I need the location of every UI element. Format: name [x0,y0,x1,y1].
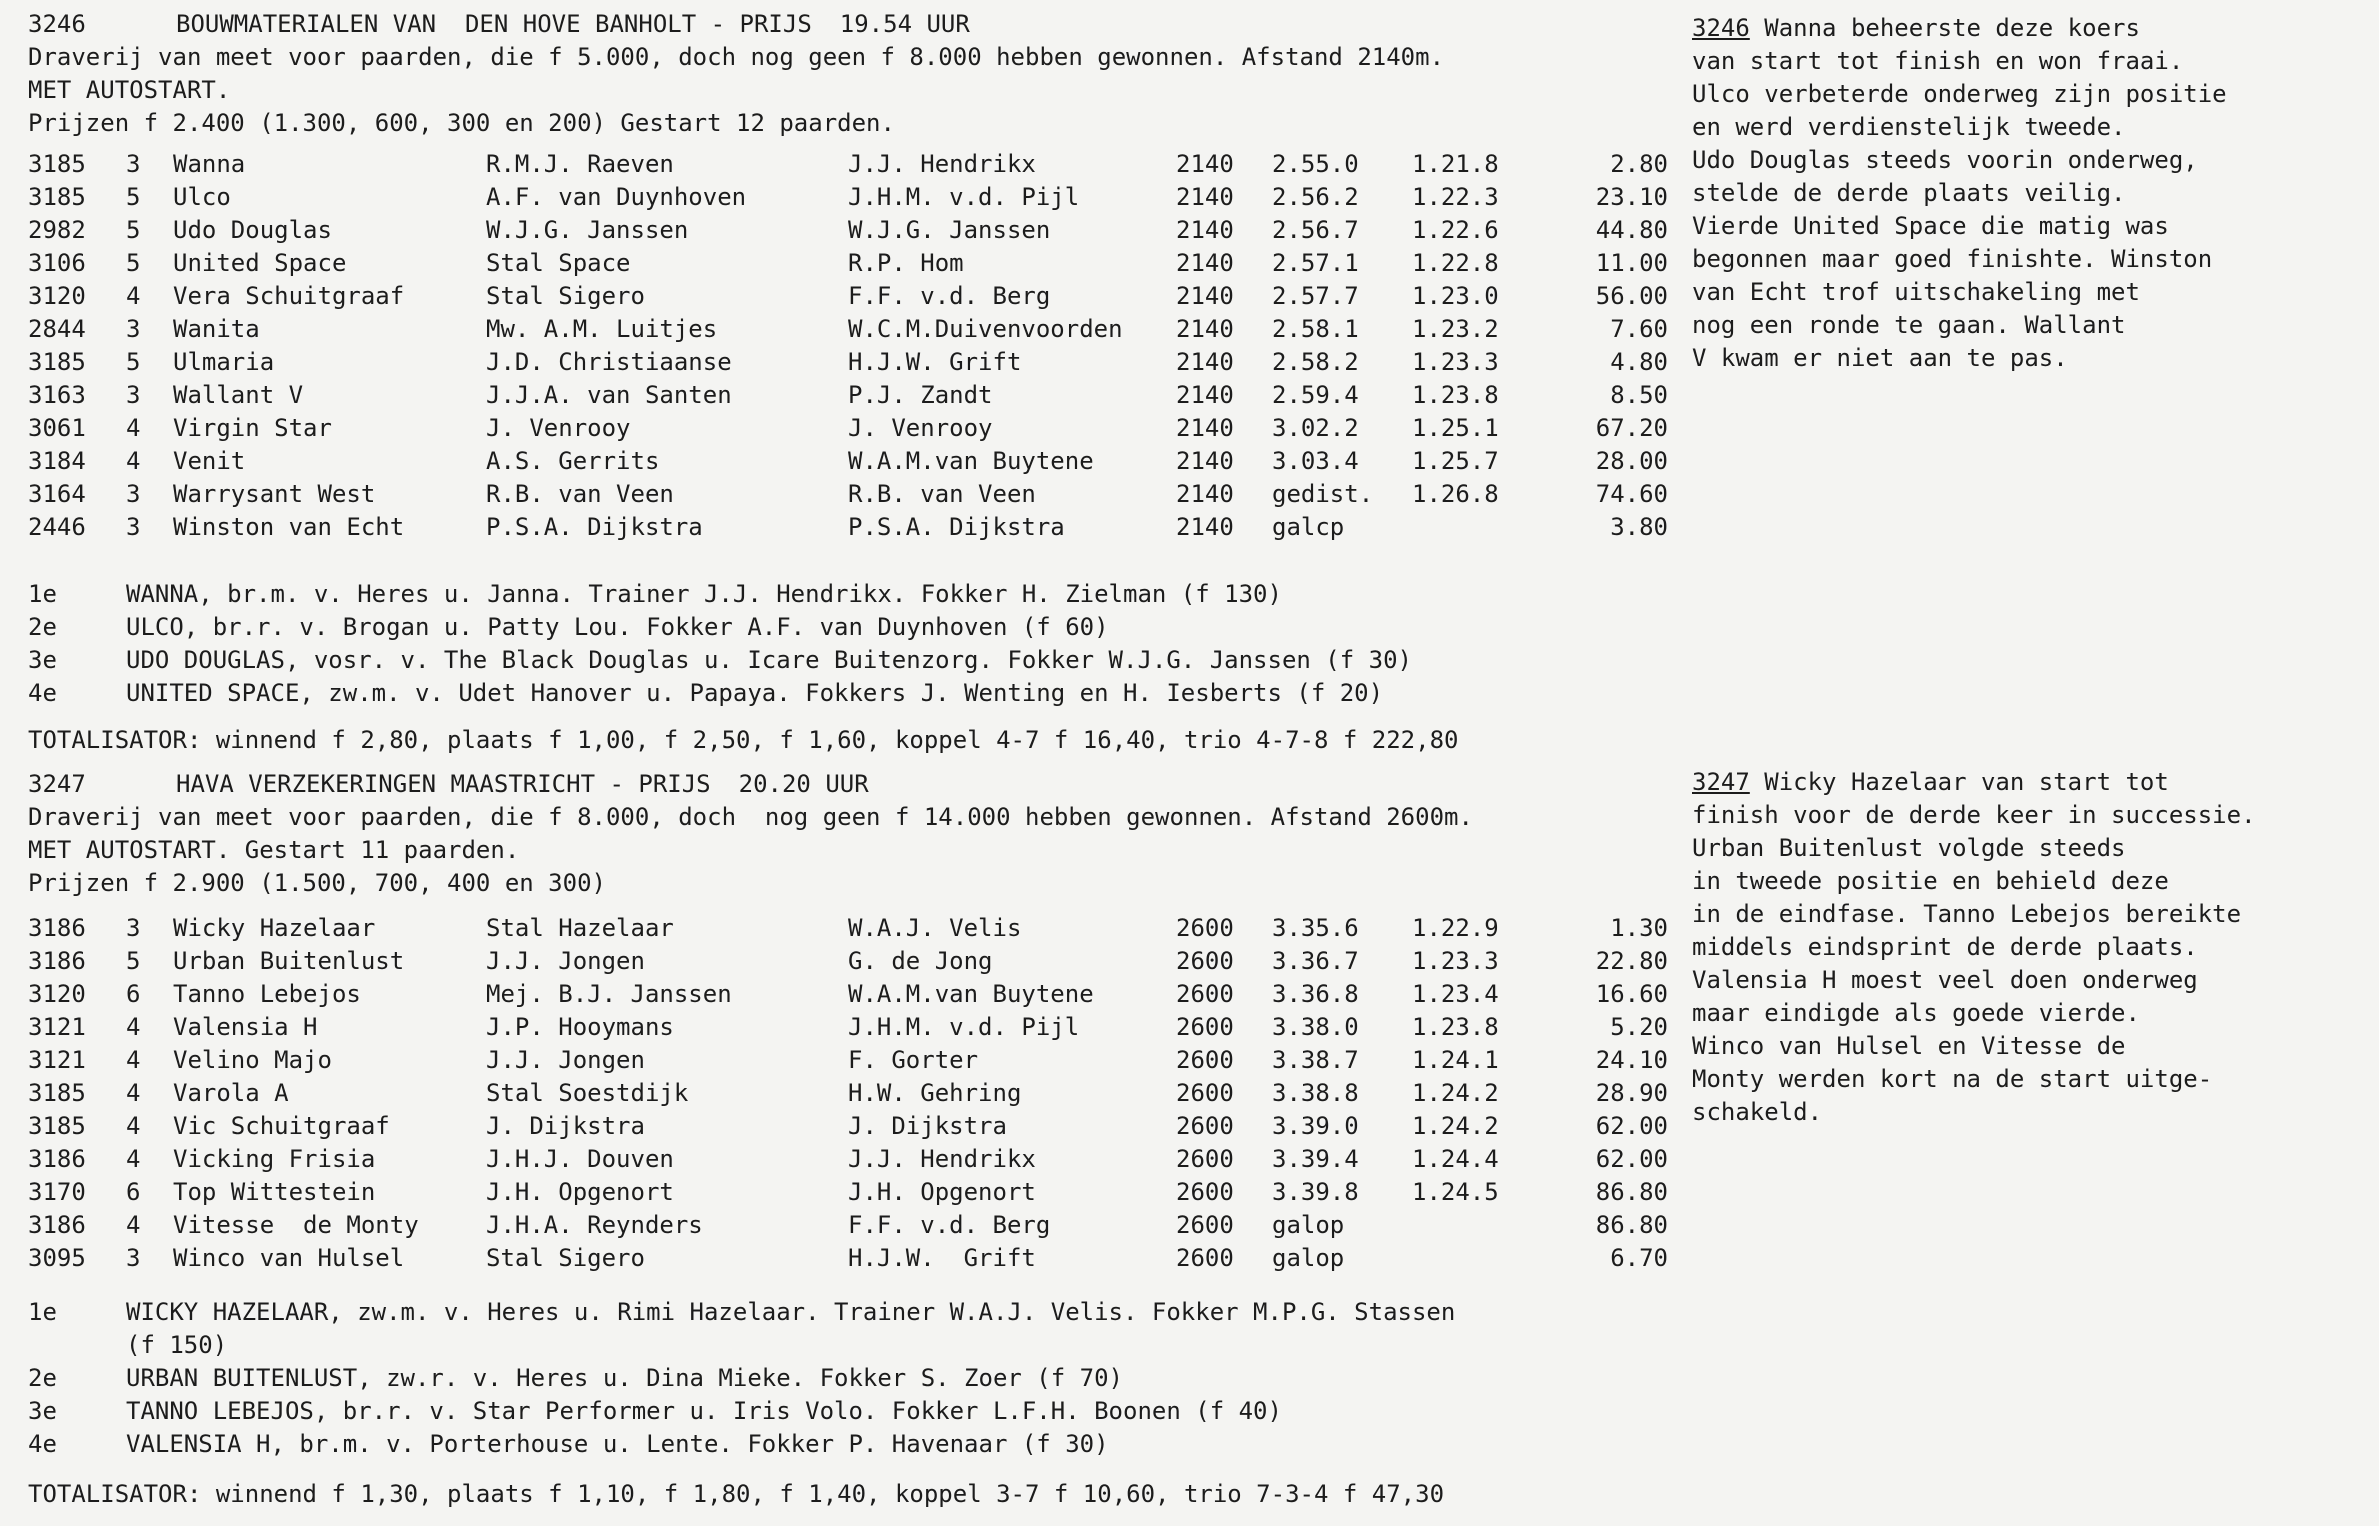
entry-distance: 2600 [1176,914,1234,942]
entry-odds: 23.10 [1595,183,1668,211]
entry-distance: 2600 [1176,1211,1234,1239]
entry-distance: 2140 [1176,216,1234,244]
entry-time: galcp [1272,513,1345,541]
entry-odds: 74.60 [1595,480,1668,508]
placing-text: VALENSIA H, br.m. v. Porterhouse u. Lente. Fokker P. Havenaar (f 30) [126,1430,1109,1458]
entry-owner: J.H.J. Douven [486,1145,674,1173]
placing-text: URBAN BUITENLUST, zw.r. v. Heres u. Dina Mieke. Fokker S. Zoer (f 70) [126,1364,1123,1392]
entry-driver: W.J.G. Janssen [848,216,1051,244]
commentary-line: Monty werden kort na de start uitge- [1692,1065,2213,1093]
entry-time: 2.55.0 [1272,150,1359,178]
entry-owner: Stal Hazelaar [486,914,674,942]
entry-odds: 7.60 [1610,315,1668,343]
entry-time: 2.57.7 [1272,282,1359,310]
entry-km-time: 1.24.4 [1412,1145,1499,1173]
entry-time: galop [1272,1211,1345,1239]
commentary-line: van Echt trof uitschakeling met [1692,278,2140,306]
entry-odds: 5.20 [1610,1013,1668,1041]
entry-horse-name: Wallant V [173,381,304,409]
placing-position: 2e [28,613,57,641]
race-header-3246 [28,8,1444,140]
commentary-line: maar eindigde als goede vierde. [1692,999,2140,1027]
entry-horse-name: Vicking Frisia [173,1145,376,1173]
entry-age: 4 [126,282,141,310]
entry-odds: 3.80 [1610,513,1668,541]
entry-owner: A.F. van Duynhoven [486,183,747,211]
entry-horse-name: Udo Douglas [173,216,332,244]
entry-age: 3 [126,381,141,409]
commentary-line: Wanna beheerste deze koers [1749,14,2140,42]
entry-age: 4 [126,1046,141,1074]
entry-owner: J. Venrooy [486,414,631,442]
entry-horse-name: United Space [173,249,347,277]
entry-time: 3.38.8 [1272,1079,1359,1107]
entry-ref: 2982 [28,216,86,244]
entry-age: 6 [126,1178,141,1206]
entry-age: 3 [126,150,141,178]
entry-ref: 2844 [28,315,86,343]
entry-owner: J.J.A. van Santen [486,381,732,409]
entry-driver: W.A.M.van Buytene [848,980,1094,1008]
entry-odds: 1.30 [1610,914,1668,942]
entry-owner: J.D. Christiaanse [486,348,732,376]
entry-km-time: 1.23.2 [1412,315,1499,343]
entry-odds: 28.00 [1595,447,1668,475]
commentary-line: schakeld. [1692,1098,1823,1126]
commentary-ref: 3246 [1692,14,1750,42]
entry-owner: R.B. van Veen [486,480,674,508]
placing-position: 3e [28,1397,57,1425]
entry-odds: 24.10 [1595,1046,1668,1074]
entry-odds: 86.80 [1595,1178,1668,1206]
entry-driver: P.S.A. Dijkstra [848,513,1065,541]
entry-horse-name: Winston van Echt [173,513,405,541]
entry-age: 5 [126,183,141,211]
race-header-3247 [28,768,1473,900]
entry-distance: 2600 [1176,947,1234,975]
entry-time: gedist. [1272,480,1374,508]
entry-ref: 3121 [28,1013,86,1041]
entry-horse-name: Ulmaria [173,348,275,376]
entry-km-time: 1.22.8 [1412,249,1499,277]
entry-owner: J.J. Jongen [486,1046,645,1074]
entry-ref: 3095 [28,1244,86,1272]
entry-ref: 3163 [28,381,86,409]
entry-owner: Mej. B.J. Janssen [486,980,732,1008]
entry-time: 3.39.8 [1272,1178,1359,1206]
race-prizes: Prijzen f 2.400 (1.300, 600, 300 en 200) Gestart 12 paarden. [28,109,895,137]
entry-driver: F. Gorter [848,1046,979,1074]
entry-driver: J. Dijkstra [848,1112,1007,1140]
commentary-line: Valensia H moest veel doen onderweg [1692,966,2198,994]
entry-time: 3.39.4 [1272,1145,1359,1173]
entry-distance: 2140 [1176,315,1234,343]
commentary-line: Vierde United Space die matig was [1692,212,2169,240]
entry-driver: R.B. van Veen [848,480,1036,508]
entry-distance: 2600 [1176,1112,1234,1140]
entry-age: 3 [126,513,141,541]
entry-driver: W.A.J. Velis [848,914,1022,942]
entry-owner: J.H. Opgenort [486,1178,674,1206]
entry-odds: 28.90 [1595,1079,1668,1107]
race-conditions: Draverij van meet voor paarden, die f 5.000, doch nog geen f 8.000 hebben gewonnen. Afstand 2140m. [28,43,1445,71]
entry-ref: 3164 [28,480,86,508]
entry-km-time: 1.23.8 [1412,381,1499,409]
entry-time: 2.58.1 [1272,315,1359,343]
commentary-line: in tweede positie en behield deze [1692,867,2169,895]
entry-odds: 62.00 [1595,1145,1668,1173]
entry-age: 3 [126,480,141,508]
entry-km-time: 1.24.2 [1412,1112,1499,1140]
commentary-line: V kwam er niet aan te pas. [1692,344,2068,372]
entry-age: 4 [126,1112,141,1140]
entry-ref: 3120 [28,282,86,310]
entry-driver: P.J. Zandt [848,381,993,409]
entry-time: 3.36.7 [1272,947,1359,975]
entry-ref: 2446 [28,513,86,541]
commentary-line: stelde de derde plaats veilig. [1692,179,2126,207]
entry-distance: 2600 [1176,980,1234,1008]
commentary-line: van start tot finish en won fraai. [1692,47,2184,75]
entry-owner: R.M.J. Raeven [486,150,674,178]
entry-driver: J. Venrooy [848,414,993,442]
commentary-line: Winco van Hulsel en Vitesse de [1692,1032,2126,1060]
entry-age: 4 [126,447,141,475]
entry-horse-name: Tanno Lebejos [173,980,361,1008]
commentary-line: en werd verdienstelijk tweede. [1692,113,2126,141]
entry-driver: J.J. Hendrikx [848,1145,1036,1173]
race-title: BOUWMATERIALEN VAN DEN HOVE BANHOLT - PRIJS [176,10,812,38]
entry-owner: Stal Sigero [486,1244,645,1272]
entry-odds: 4.80 [1610,348,1668,376]
entry-age: 4 [126,1079,141,1107]
entry-ref: 3185 [28,1112,86,1140]
entry-ref: 3120 [28,980,86,1008]
entry-ref: 3185 [28,348,86,376]
entry-distance: 2600 [1176,1013,1234,1041]
entry-ref: 3106 [28,249,86,277]
entry-distance: 2140 [1176,249,1234,277]
entry-horse-name: Venit [173,447,246,475]
entry-ref: 3186 [28,914,86,942]
entry-time: 3.38.7 [1272,1046,1359,1074]
placing-position: 1e [28,580,57,608]
placing-position: 2e [28,1364,57,1392]
placing-text: UDO DOUGLAS, vosr. v. The Black Douglas u. Icare Buitenzorg. Fokker W.J.G. Janssen (f 30) [126,646,1412,674]
entry-owner: Stal Soestdijk [486,1079,689,1107]
entry-odds: 11.00 [1595,249,1668,277]
entry-km-time: 1.24.1 [1412,1046,1499,1074]
commentary-line: nog een ronde te gaan. Wallant [1692,311,2126,339]
totalisator-3247: TOTALISATOR: winnend f 1,30, plaats f 1,10, f 1,80, f 1,40, koppel 3-7 f 10,60, trio 7-3-4 f 47,30 [28,1480,1445,1508]
entry-owner: J.J. Jongen [486,947,645,975]
entry-km-time: 1.25.7 [1412,447,1499,475]
placing-text: TANNO LEBEJOS, br.r. v. Star Performer u. Iris Volo. Fokker L.F.H. Boonen (f 40) [126,1397,1282,1425]
entry-owner: J.P. Hooymans [486,1013,674,1041]
entry-ref: 3184 [28,447,86,475]
entry-horse-name: Varola A [173,1079,289,1107]
entry-time: galop [1272,1244,1345,1272]
entry-ref: 3170 [28,1178,86,1206]
race-time: 20.20 UUR [738,770,869,798]
entry-horse-name: Vitesse de Monty [173,1211,419,1239]
entry-age: 3 [126,1244,141,1272]
placing-text: WICKY HAZELAAR, zw.m. v. Heres u. Rimi Hazelaar. Trainer W.A.J. Velis. Fokker M.P.G. Stassen [126,1298,1456,1326]
entry-odds: 8.50 [1610,381,1668,409]
commentary-line: Udo Douglas steeds voorin onderweg, [1692,146,2198,174]
entry-odds: 86.80 [1595,1211,1668,1239]
entry-driver: G. de Jong [848,947,993,975]
entry-age: 5 [126,249,141,277]
entry-horse-name: Valensia H [173,1013,318,1041]
entry-age: 4 [126,1013,141,1041]
totalisator-3246: TOTALISATOR: winnend f 2,80, plaats f 1,00, f 2,50, f 1,60, koppel 4-7 f 16,40, trio 4-7-8 f 222,80 [28,726,1459,754]
entry-odds: 2.80 [1610,150,1668,178]
entry-driver: J.J. Hendrikx [848,150,1036,178]
entry-horse-name: Winco van Hulsel [173,1244,405,1272]
entry-ref: 3121 [28,1046,86,1074]
entry-owner: J. Dijkstra [486,1112,645,1140]
placing-text: UNITED SPACE, zw.m. v. Udet Hanover u. Papaya. Fokkers J. Wenting en H. Iesberts (f 20) [126,679,1384,707]
entry-distance: 2140 [1176,183,1234,211]
entry-horse-name: Virgin Star [173,414,332,442]
entry-odds: 56.00 [1595,282,1668,310]
entry-driver: R.P. Hom [848,249,964,277]
commentary-line: middels eindsprint de derde plaats. [1692,933,2198,961]
entry-km-time: 1.23.3 [1412,947,1499,975]
placing-position: 3e [28,646,57,674]
entry-ref: 3185 [28,183,86,211]
commentary-line: begonnen maar goed finishte. Winston [1692,245,2213,273]
entry-km-time: 1.22.9 [1412,914,1499,942]
entry-distance: 2140 [1176,282,1234,310]
commentary-line: Urban Buitenlust volgde steeds [1692,834,2126,862]
entry-age: 5 [126,348,141,376]
race-start-type: MET AUTOSTART. [28,76,231,104]
entry-age: 6 [126,980,141,1008]
entry-horse-name: Wanita [173,315,260,343]
entry-owner: W.J.G. Janssen [486,216,689,244]
entry-driver: H.J.W. Grift [848,348,1022,376]
race-number: 3246 [28,10,86,38]
entry-time: 3.36.8 [1272,980,1359,1008]
entry-owner: J.H.A. Reynders [486,1211,703,1239]
entry-km-time: 1.22.6 [1412,216,1499,244]
entry-age: 3 [126,914,141,942]
entry-distance: 2140 [1176,381,1234,409]
entry-driver: F.F. v.d. Berg [848,282,1051,310]
entry-distance: 2600 [1176,1145,1234,1173]
entry-km-time: 1.23.8 [1412,1013,1499,1041]
entry-km-time: 1.22.3 [1412,183,1499,211]
entry-time: 3.35.6 [1272,914,1359,942]
placing-text: (f 150) [126,1331,228,1359]
race-number: 3247 [28,770,86,798]
placing-text: ULCO, br.r. v. Brogan u. Patty Lou. Fokker A.F. van Duynhoven (f 60) [126,613,1109,641]
entry-horse-name: Ulco [173,183,231,211]
entry-odds: 67.20 [1595,414,1668,442]
entry-odds: 16.60 [1595,980,1668,1008]
entry-distance: 2140 [1176,150,1234,178]
entry-ref: 3186 [28,947,86,975]
entry-age: 4 [126,1145,141,1173]
entry-distance: 2600 [1176,1079,1234,1107]
entry-horse-name: Warrysant West [173,480,376,508]
entry-owner: Mw. A.M. Luitjes [486,315,718,343]
entry-horse-name: Vic Schuitgraaf [173,1112,390,1140]
entry-odds: 6.70 [1610,1244,1668,1272]
entry-ref: 3185 [28,1079,86,1107]
entry-horse-name: Top Wittestein [173,1178,376,1206]
race-title: HAVA VERZEKERINGEN MAASTRICHT - PRIJS [176,770,711,798]
race-time: 19.54 UUR [839,10,970,38]
entry-ref: 3186 [28,1211,86,1239]
entry-driver: H.W. Gehring [848,1079,1022,1107]
entry-time: 2.58.2 [1272,348,1359,376]
entry-age: 4 [126,1211,141,1239]
race-prizes: Prijzen f 2.900 (1.500, 700, 400 en 300) [28,869,606,897]
entry-ref: 3186 [28,1145,86,1173]
entry-time: 2.57.1 [1272,249,1359,277]
entry-odds: 22.80 [1595,947,1668,975]
entry-driver: J.H.M. v.d. Pijl [848,183,1080,211]
entry-horse-name: Wicky Hazelaar [173,914,376,942]
entry-age: 5 [126,947,141,975]
entry-distance: 2600 [1176,1178,1234,1206]
placing-position: 1e [28,1298,57,1326]
entry-driver: F.F. v.d. Berg [848,1211,1051,1239]
entry-time: 2.56.7 [1272,216,1359,244]
entry-horse-name: Velino Majo [173,1046,332,1074]
entry-time: 3.02.2 [1272,414,1359,442]
entry-km-time: 1.24.5 [1412,1178,1499,1206]
entry-driver: H.J.W. Grift [848,1244,1036,1272]
entry-driver: W.A.M.van Buytene [848,447,1094,475]
entry-distance: 2600 [1176,1046,1234,1074]
commentary-line: Ulco verbeterde onderweg zijn positie [1692,80,2227,108]
entry-km-time: 1.23.3 [1412,348,1499,376]
entry-age: 5 [126,216,141,244]
entry-owner: Stal Sigero [486,282,645,310]
entry-km-time: 1.26.8 [1412,480,1499,508]
placing-position: 4e [28,1430,57,1458]
entry-time: 3.03.4 [1272,447,1359,475]
entry-km-time: 1.23.0 [1412,282,1499,310]
entry-km-time: 1.25.1 [1412,414,1499,442]
commentary-3246 [1692,12,2227,375]
entry-distance: 2140 [1176,348,1234,376]
race-start-type: MET AUTOSTART. Gestart 11 paarden. [28,836,520,864]
entry-owner: Stal Space [486,249,631,277]
placing-text: WANNA, br.m. v. Heres u. Janna. Trainer J.J. Hendrikx. Fokker H. Zielman (f 130) [126,580,1282,608]
entry-distance: 2140 [1176,480,1234,508]
entry-time: 3.38.0 [1272,1013,1359,1041]
entry-owner: A.S. Gerrits [486,447,660,475]
entry-distance: 2140 [1176,513,1234,541]
entry-owner: P.S.A. Dijkstra [486,513,703,541]
entry-horse-name: Urban Buitenlust [173,947,405,975]
entry-time: 2.56.2 [1272,183,1359,211]
entry-ref: 3061 [28,414,86,442]
race-conditions: Draverij van meet voor paarden, die f 8.000, doch nog geen f 14.000 hebben gewonnen. Afstand 2600m. [28,803,1473,831]
entry-age: 3 [126,315,141,343]
entry-distance: 2140 [1176,414,1234,442]
commentary-3247 [1692,766,2256,1129]
entry-odds: 62.00 [1595,1112,1668,1140]
entry-km-time: 1.21.8 [1412,150,1499,178]
entry-time: 3.39.0 [1272,1112,1359,1140]
entry-age: 4 [126,414,141,442]
commentary-ref: 3247 [1692,768,1750,796]
entry-distance: 2140 [1176,447,1234,475]
commentary-line: in de eindfase. Tanno Lebejos bereikte [1692,900,2242,928]
entry-distance: 2600 [1176,1244,1234,1272]
entry-horse-name: Wanna [173,150,246,178]
entry-ref: 3185 [28,150,86,178]
commentary-line: finish voor de derde keer in successie. [1692,801,2256,829]
entry-driver: J.H. Opgenort [848,1178,1036,1206]
entry-horse-name: Vera Schuitgraaf [173,282,405,310]
entry-driver: J.H.M. v.d. Pijl [848,1013,1080,1041]
entry-time: 2.59.4 [1272,381,1359,409]
placing-position: 4e [28,679,57,707]
commentary-line: Wicky Hazelaar van start tot [1749,768,2169,796]
entry-km-time: 1.23.4 [1412,980,1499,1008]
entry-driver: W.C.M.Duivenvoorden [848,315,1123,343]
entry-odds: 44.80 [1595,216,1668,244]
entry-km-time: 1.24.2 [1412,1079,1499,1107]
